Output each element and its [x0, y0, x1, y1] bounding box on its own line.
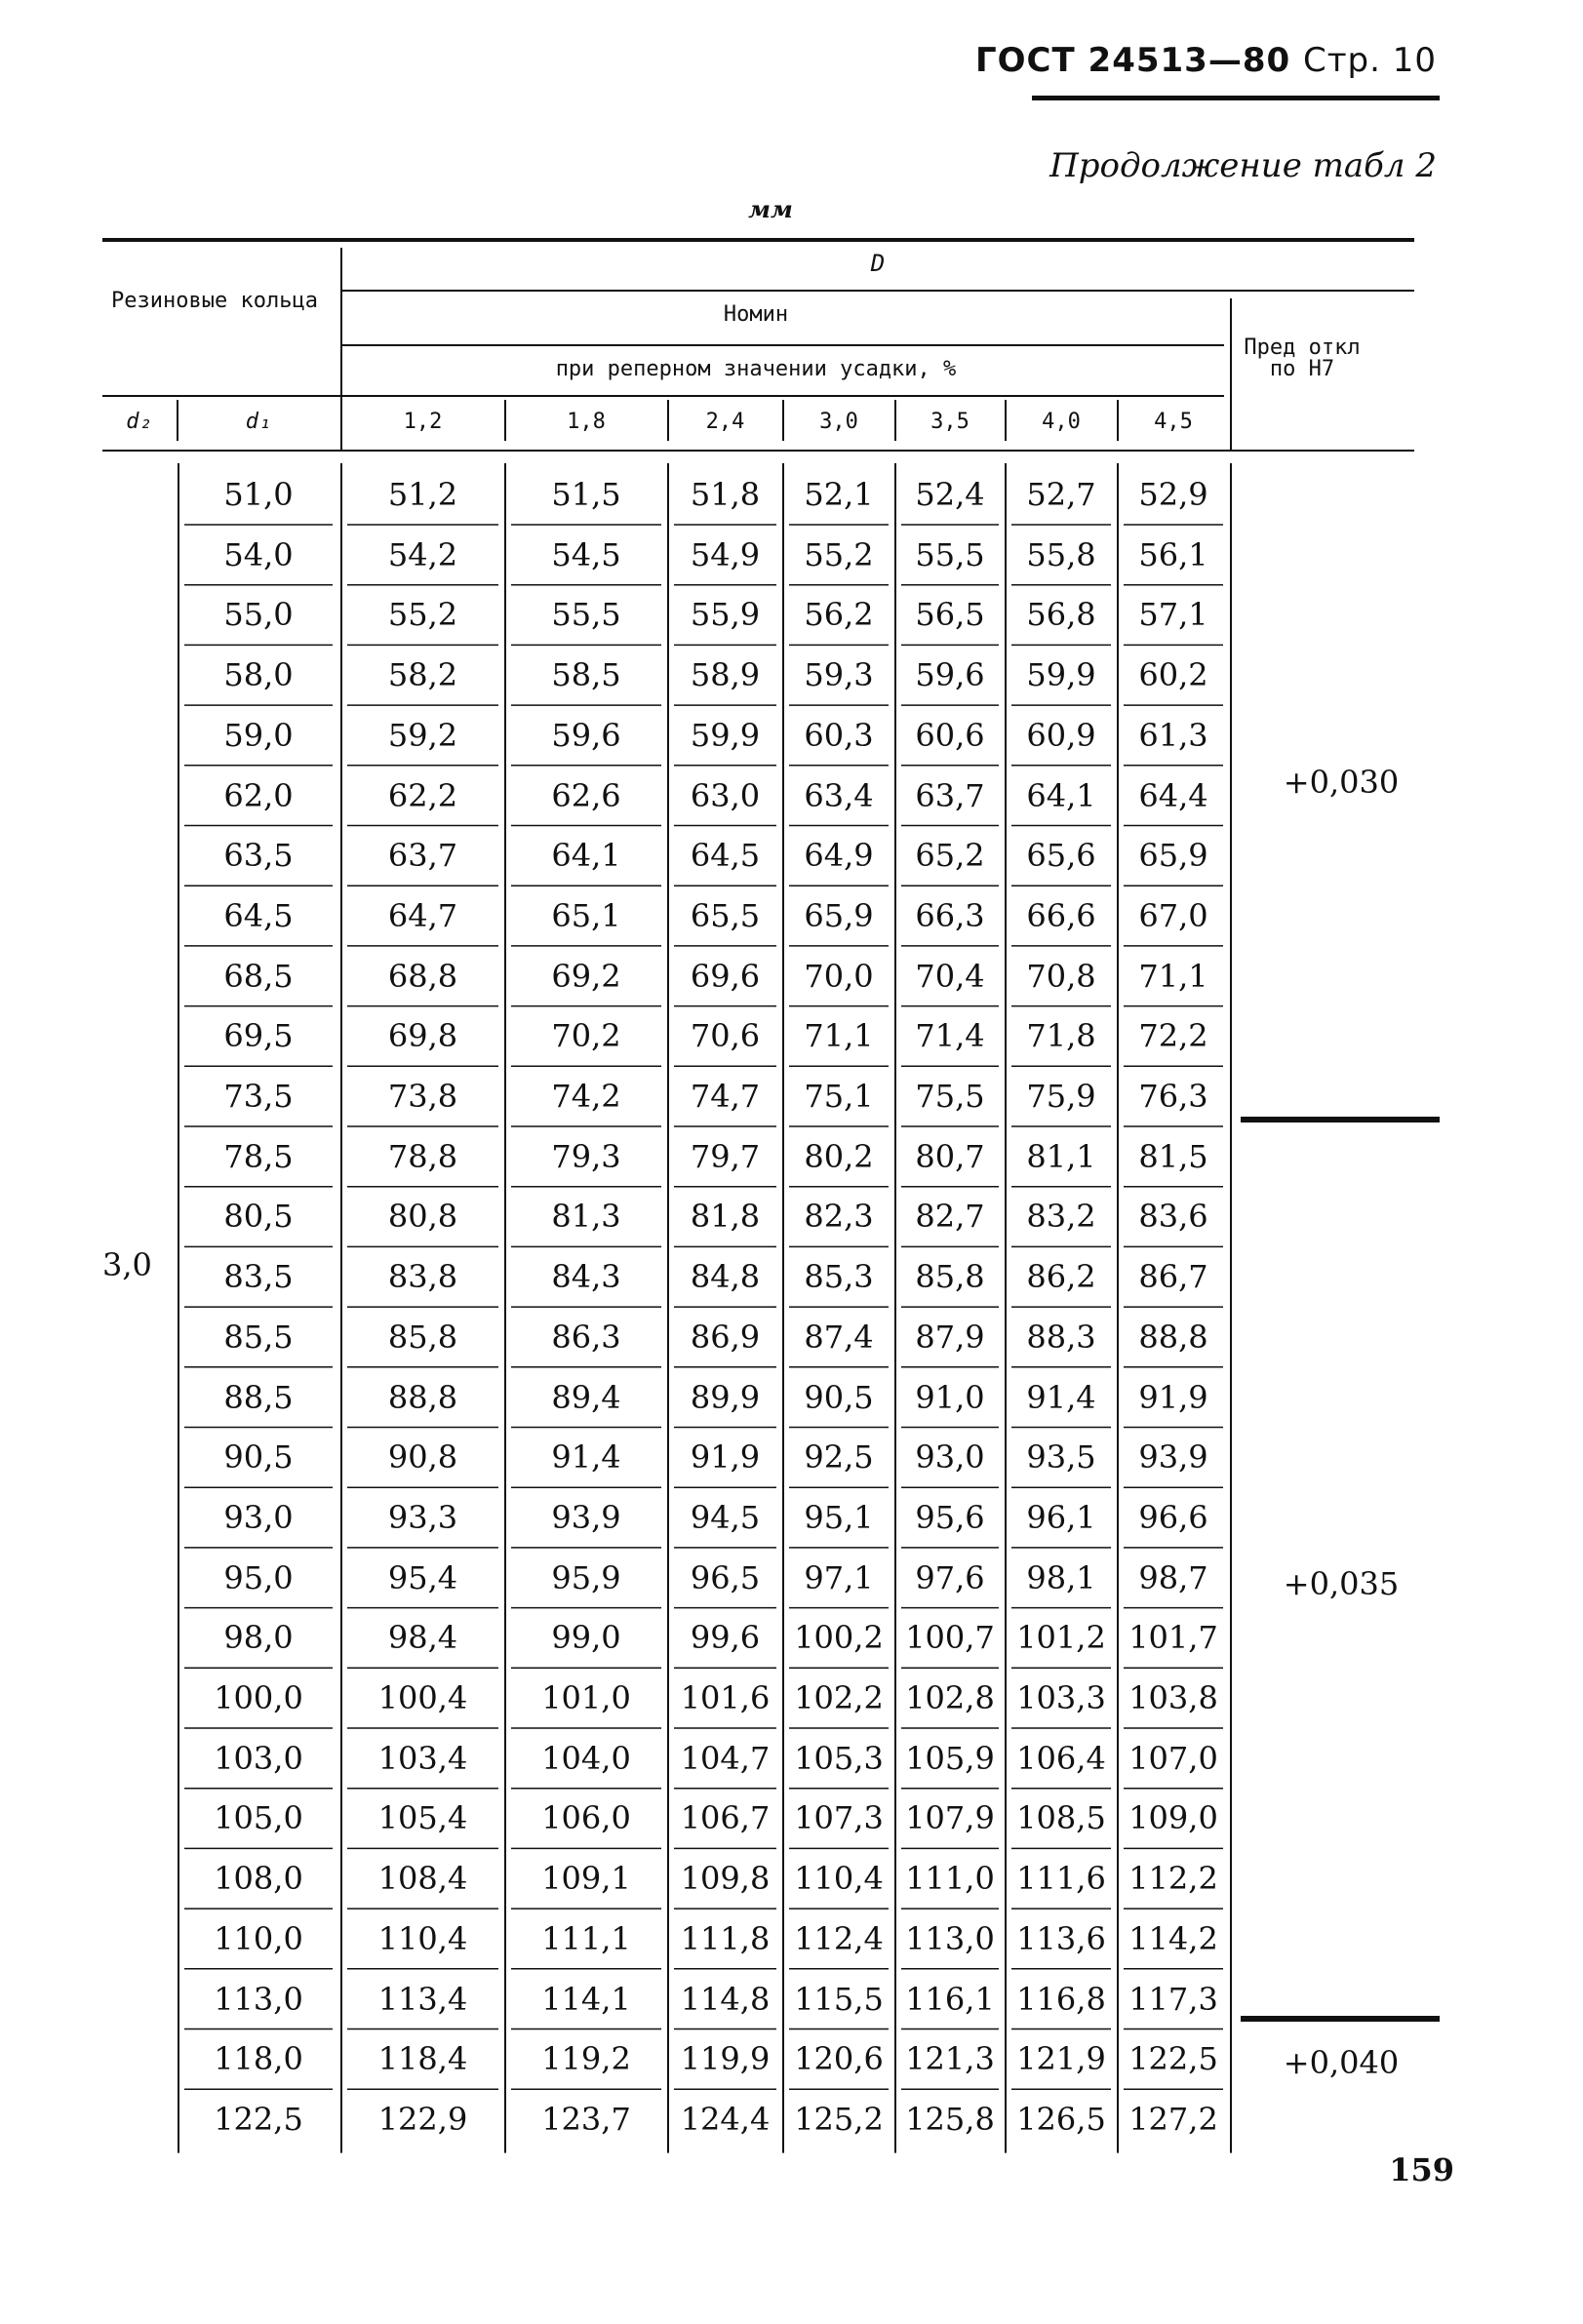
- cell-value: 52,4: [915, 476, 985, 513]
- header-percent: 3,0: [819, 410, 858, 434]
- cell-value: 54,5: [551, 535, 621, 573]
- cell-value: 83,6: [1138, 1198, 1208, 1236]
- cell-value: 74,7: [690, 1078, 761, 1115]
- cell-value: 83,8: [387, 1258, 458, 1296]
- cell-d1: 95,0: [223, 1558, 294, 1596]
- cell-value: 52,1: [804, 476, 874, 513]
- cell-value: 111,0: [905, 1860, 995, 1898]
- cell-value: 111,8: [680, 1919, 771, 1957]
- cell-value: 114,2: [1128, 1919, 1218, 1957]
- cell-value: 56,1: [1138, 535, 1208, 573]
- cell-value: 89,9: [690, 1378, 761, 1416]
- cell-value: 81,8: [690, 1198, 761, 1236]
- cell-value: 102,2: [794, 1679, 884, 1716]
- cell-value: 65,9: [1138, 837, 1208, 875]
- cell-d1: 58,0: [223, 656, 294, 694]
- cell-value: 81,5: [1138, 1137, 1208, 1175]
- cell-value: 84,8: [690, 1258, 761, 1296]
- cell-d1: 110,0: [214, 1919, 303, 1957]
- cell-value: 54,9: [690, 535, 761, 573]
- cell-d1: 98,0: [223, 1619, 294, 1657]
- cell-value: 109,1: [541, 1860, 631, 1898]
- cell-value: 71,8: [1026, 1017, 1096, 1055]
- cell-value: 64,5: [690, 837, 761, 875]
- cell-value: 118,4: [377, 2040, 468, 2078]
- cell-value: 95,9: [551, 1558, 621, 1596]
- cell-value: 101,6: [680, 1679, 771, 1716]
- cell-value: 97,1: [804, 1558, 874, 1596]
- cell-value: 91,4: [1026, 1378, 1096, 1416]
- cell-value: 111,1: [541, 1919, 631, 1957]
- cell-value: 88,3: [1026, 1318, 1096, 1356]
- header-d2: d₂: [126, 410, 152, 434]
- unit-label: мм: [748, 195, 793, 223]
- header-percent: 1,8: [567, 410, 606, 434]
- cell-value: 60,9: [1026, 716, 1096, 754]
- cell-value: 58,9: [690, 656, 761, 694]
- cell-value: 64,1: [1026, 776, 1096, 814]
- header-nominal: Номин: [723, 302, 789, 327]
- cell-d1: 122,5: [214, 2100, 303, 2138]
- cell-value: 63,7: [387, 837, 458, 875]
- cell-value: 65,5: [690, 896, 761, 934]
- cell-value: 82,7: [915, 1198, 985, 1236]
- cell-value: 84,3: [551, 1258, 621, 1296]
- cell-value: 116,8: [1016, 1980, 1106, 2018]
- cell-value: 70,2: [551, 1017, 621, 1055]
- cell-value: 59,9: [1026, 656, 1096, 694]
- cell-value: 98,7: [1138, 1558, 1208, 1596]
- cell-value: 60,2: [1138, 656, 1208, 694]
- cell-value: 100,2: [794, 1619, 884, 1657]
- cell-value: 80,8: [387, 1198, 458, 1236]
- cell-value: 96,5: [690, 1558, 761, 1596]
- cell-value: 86,7: [1138, 1258, 1208, 1296]
- header-D: D: [870, 250, 886, 277]
- cell-value: 51,8: [690, 476, 761, 513]
- cell-value: 111,6: [1016, 1860, 1106, 1898]
- cell-value: 64,1: [551, 837, 621, 875]
- cell-value: 71,1: [804, 1017, 874, 1055]
- cell-value: 86,3: [551, 1318, 621, 1356]
- cell-d1: 64,5: [223, 896, 294, 934]
- cell-value: 90,8: [387, 1438, 458, 1477]
- cell-value: 63,7: [915, 776, 985, 814]
- cell-value: 112,4: [794, 1919, 884, 1957]
- header-percent: 4,5: [1154, 410, 1193, 434]
- cell-value: 119,9: [680, 2040, 771, 2078]
- cell-value: 89,4: [551, 1378, 621, 1416]
- cell-value: 113,6: [1016, 1919, 1106, 1957]
- cell-value: 86,9: [690, 1318, 761, 1356]
- cell-d1: 113,0: [214, 1980, 303, 2018]
- cell-value: 99,6: [690, 1619, 761, 1657]
- cell-value: 99,0: [551, 1619, 621, 1657]
- cell-value: 85,8: [915, 1258, 985, 1296]
- cell-value: 101,7: [1128, 1619, 1218, 1657]
- cell-value: 60,3: [804, 716, 874, 754]
- cell-value: 59,2: [387, 716, 458, 754]
- cell-value: 98,4: [387, 1619, 458, 1657]
- cell-value: 55,2: [804, 535, 874, 573]
- cell-value: 56,5: [915, 596, 985, 634]
- cell-value: 75,5: [915, 1078, 985, 1115]
- cell-d1: 51,0: [223, 476, 294, 513]
- cell-value: 86,2: [1026, 1258, 1096, 1296]
- cell-value: 100,4: [377, 1679, 468, 1716]
- cell-d1: 62,0: [223, 776, 294, 814]
- cell-value: 57,1: [1138, 596, 1208, 634]
- cell-value: 59,6: [551, 716, 621, 754]
- cell-value: 71,1: [1138, 957, 1208, 995]
- cell-value: 127,2: [1128, 2100, 1218, 2138]
- cell-value: 102,8: [905, 1679, 995, 1716]
- cell-value: 103,8: [1128, 1679, 1218, 1716]
- cell-value: 75,9: [1026, 1078, 1096, 1115]
- cell-value: 125,8: [905, 2100, 995, 2138]
- cell-d1: 73,5: [223, 1078, 294, 1115]
- cell-value: 68,8: [387, 957, 458, 995]
- cell-value: 80,7: [915, 1137, 985, 1175]
- cell-value: 62,6: [551, 776, 621, 814]
- cell-d1: 105,0: [214, 1799, 303, 1837]
- cell-value: 52,7: [1026, 476, 1096, 513]
- cell-value: 94,5: [690, 1498, 761, 1536]
- cell-value: 104,0: [541, 1739, 631, 1777]
- cell-value: 51,2: [387, 476, 458, 513]
- cell-value: 64,9: [804, 837, 874, 875]
- cell-d1: 100,0: [214, 1679, 303, 1716]
- cell-value: 92,5: [804, 1438, 874, 1477]
- cell-value: 116,1: [905, 1980, 995, 2018]
- cell-d1: 103,0: [214, 1739, 303, 1777]
- cell-value: 78,8: [387, 1137, 458, 1175]
- cell-value: 70,6: [690, 1017, 761, 1055]
- cell-value: 70,8: [1026, 957, 1096, 995]
- cell-value: 54,2: [387, 535, 458, 573]
- cell-value: 82,3: [804, 1198, 874, 1236]
- cell-value: 88,8: [1138, 1318, 1208, 1356]
- cell-value: 76,3: [1138, 1078, 1208, 1115]
- cell-value: 107,9: [905, 1799, 995, 1837]
- header-tolerance: Пред откл по Н7: [1244, 335, 1361, 381]
- cell-value: 59,6: [915, 656, 985, 694]
- cell-value: 85,3: [804, 1258, 874, 1296]
- cell-value: 106,4: [1016, 1739, 1106, 1777]
- cell-value: 62,2: [387, 776, 458, 814]
- cell-value: 107,0: [1128, 1739, 1218, 1777]
- cell-value: 114,8: [680, 1980, 771, 2018]
- cell-value: 101,0: [541, 1679, 631, 1716]
- cell-value: 108,5: [1016, 1799, 1106, 1837]
- cell-value: 100,7: [905, 1619, 995, 1657]
- cell-d1: 69,5: [223, 1017, 294, 1055]
- cell-value: 120,6: [794, 2040, 884, 2078]
- cell-value: 69,8: [387, 1017, 458, 1055]
- cell-d1: 85,5: [223, 1318, 294, 1356]
- cell-d1: 68,5: [223, 957, 294, 995]
- cell-value: 81,3: [551, 1198, 621, 1236]
- cell-value: 79,7: [690, 1137, 761, 1175]
- cell-value: 55,8: [1026, 535, 1096, 573]
- cell-value: 96,6: [1138, 1498, 1208, 1536]
- cell-value: 103,4: [377, 1739, 468, 1777]
- cell-value: 101,2: [1016, 1619, 1106, 1657]
- cell-value: 97,6: [915, 1558, 985, 1596]
- cell-value: 65,6: [1026, 837, 1096, 875]
- cell-value: 90,5: [804, 1378, 874, 1416]
- header-d1: d₁: [245, 410, 272, 434]
- cell-d1: 88,5: [223, 1378, 294, 1416]
- cell-value: 55,5: [915, 535, 985, 573]
- header-rings: Резиновые кольца: [111, 289, 318, 313]
- cell-value: 123,7: [541, 2100, 631, 2138]
- cell-value: 56,8: [1026, 596, 1096, 634]
- cell-value: 71,4: [915, 1017, 985, 1055]
- cell-value: 126,5: [1016, 2100, 1106, 2138]
- cell-value: 88,8: [387, 1378, 458, 1416]
- cell-value: 106,7: [680, 1799, 771, 1837]
- cell-value: 81,1: [1026, 1137, 1096, 1175]
- cell-value: 74,2: [551, 1078, 621, 1115]
- header-shrinkage: при реперном значении усадки, %: [555, 357, 957, 381]
- cell-value: 95,6: [915, 1498, 985, 1536]
- cell-value: 59,9: [690, 716, 761, 754]
- cell-value: 121,3: [905, 2040, 995, 2078]
- cell-value: 119,2: [541, 2040, 631, 2078]
- d2-value: 3,0: [102, 1246, 152, 1283]
- cell-value: 66,3: [915, 896, 985, 934]
- cell-value: 95,1: [804, 1498, 874, 1536]
- cell-value: 91,9: [1138, 1378, 1208, 1416]
- cell-value: 65,2: [915, 837, 985, 875]
- tolerance-3: +0,040: [1283, 2044, 1400, 2081]
- cell-value: 85,8: [387, 1318, 458, 1356]
- cell-value: 93,0: [915, 1438, 985, 1477]
- cell-value: 91,0: [915, 1378, 985, 1416]
- cell-value: 69,6: [690, 957, 761, 995]
- page-number: 159: [1389, 2151, 1454, 2188]
- tolerance-2: +0,035: [1283, 1565, 1400, 1602]
- cell-value: 115,5: [794, 1980, 884, 2018]
- cell-value: 91,9: [690, 1438, 761, 1477]
- header-percent: 2,4: [705, 410, 745, 434]
- cell-value: 105,4: [377, 1799, 468, 1837]
- cell-d1: 63,5: [223, 837, 294, 875]
- cell-d1: 90,5: [223, 1438, 294, 1477]
- cell-value: 79,3: [551, 1137, 621, 1175]
- cell-value: 110,4: [377, 1919, 468, 1957]
- cell-d1: 55,0: [223, 596, 294, 634]
- cell-value: 61,3: [1138, 716, 1208, 754]
- cell-d1: 108,0: [214, 1860, 303, 1898]
- cell-value: 87,9: [915, 1318, 985, 1356]
- cell-d1: 80,5: [223, 1198, 294, 1236]
- cell-value: 104,7: [680, 1739, 771, 1777]
- cell-value: 125,2: [794, 2100, 884, 2138]
- cell-value: 121,9: [1016, 2040, 1106, 2078]
- cell-value: 113,0: [905, 1919, 995, 1957]
- cell-d1: 78,5: [223, 1137, 294, 1175]
- cell-value: 110,4: [794, 1860, 884, 1898]
- cell-value: 103,3: [1016, 1679, 1106, 1716]
- cell-value: 73,8: [387, 1078, 458, 1115]
- header-percent: 4,0: [1042, 410, 1081, 434]
- cell-value: 109,0: [1128, 1799, 1218, 1837]
- header-percent: 1,2: [403, 410, 443, 434]
- cell-value: 83,2: [1026, 1198, 1096, 1236]
- cell-value: 58,5: [551, 656, 621, 694]
- cell-value: 60,6: [915, 716, 985, 754]
- cell-value: 70,0: [804, 957, 874, 995]
- cell-value: 124,4: [680, 2100, 771, 2138]
- cell-value: 93,9: [551, 1498, 621, 1536]
- cell-value: 58,2: [387, 656, 458, 694]
- cell-value: 55,9: [690, 596, 761, 634]
- cell-value: 122,5: [1128, 2040, 1218, 2078]
- cell-value: 55,5: [551, 596, 621, 634]
- cell-value: 107,3: [794, 1799, 884, 1837]
- cell-value: 93,9: [1138, 1438, 1208, 1477]
- cell-value: 87,4: [804, 1318, 874, 1356]
- tolerance-1: +0,030: [1283, 764, 1400, 801]
- header-percent: 3,5: [930, 410, 970, 434]
- gost-code: ГОСТ 24513—80: [974, 41, 1291, 80]
- cell-value: 117,3: [1128, 1980, 1218, 2018]
- cell-value: 69,2: [551, 957, 621, 995]
- cell-value: 106,0: [541, 1799, 631, 1837]
- cell-value: 108,4: [377, 1860, 468, 1898]
- cell-value: 65,1: [551, 896, 621, 934]
- cell-value: 56,2: [804, 596, 874, 634]
- page-label: Стр. 10: [1302, 41, 1437, 80]
- cell-value: 55,2: [387, 596, 458, 634]
- cell-value: 52,9: [1138, 476, 1208, 513]
- cell-value: 75,1: [804, 1078, 874, 1115]
- cell-value: 95,4: [387, 1558, 458, 1596]
- cell-d1: 83,5: [223, 1258, 294, 1296]
- table-continuation: Продолжение табл 2: [1049, 146, 1437, 185]
- cell-value: 63,0: [690, 776, 761, 814]
- cell-value: 65,9: [804, 896, 874, 934]
- cell-value: 64,7: [387, 896, 458, 934]
- cell-value: 63,4: [804, 776, 874, 814]
- cell-value: 114,1: [541, 1980, 631, 2018]
- cell-value: 113,4: [377, 1980, 468, 2018]
- cell-value: 96,1: [1026, 1498, 1096, 1536]
- cell-value: 72,2: [1138, 1017, 1208, 1055]
- cell-value: 80,2: [804, 1137, 874, 1175]
- cell-value: 93,5: [1026, 1438, 1096, 1477]
- cell-d1: 118,0: [214, 2040, 303, 2078]
- cell-d1: 54,0: [223, 535, 294, 573]
- cell-value: 122,9: [377, 2100, 468, 2138]
- cell-value: 64,4: [1138, 776, 1208, 814]
- cell-value: 66,6: [1026, 896, 1096, 934]
- cell-value: 51,5: [551, 476, 621, 513]
- cell-value: 67,0: [1138, 896, 1208, 934]
- cell-value: 70,4: [915, 957, 985, 995]
- cell-value: 59,3: [804, 656, 874, 694]
- cell-value: 105,9: [905, 1739, 995, 1777]
- cell-d1: 93,0: [223, 1498, 294, 1536]
- cell-d1: 59,0: [223, 716, 294, 754]
- cell-value: 112,2: [1128, 1860, 1218, 1898]
- cell-value: 98,1: [1026, 1558, 1096, 1596]
- cell-value: 93,3: [387, 1498, 458, 1536]
- cell-value: 105,3: [794, 1739, 884, 1777]
- cell-value: 109,8: [680, 1860, 771, 1898]
- cell-value: 91,4: [551, 1438, 621, 1477]
